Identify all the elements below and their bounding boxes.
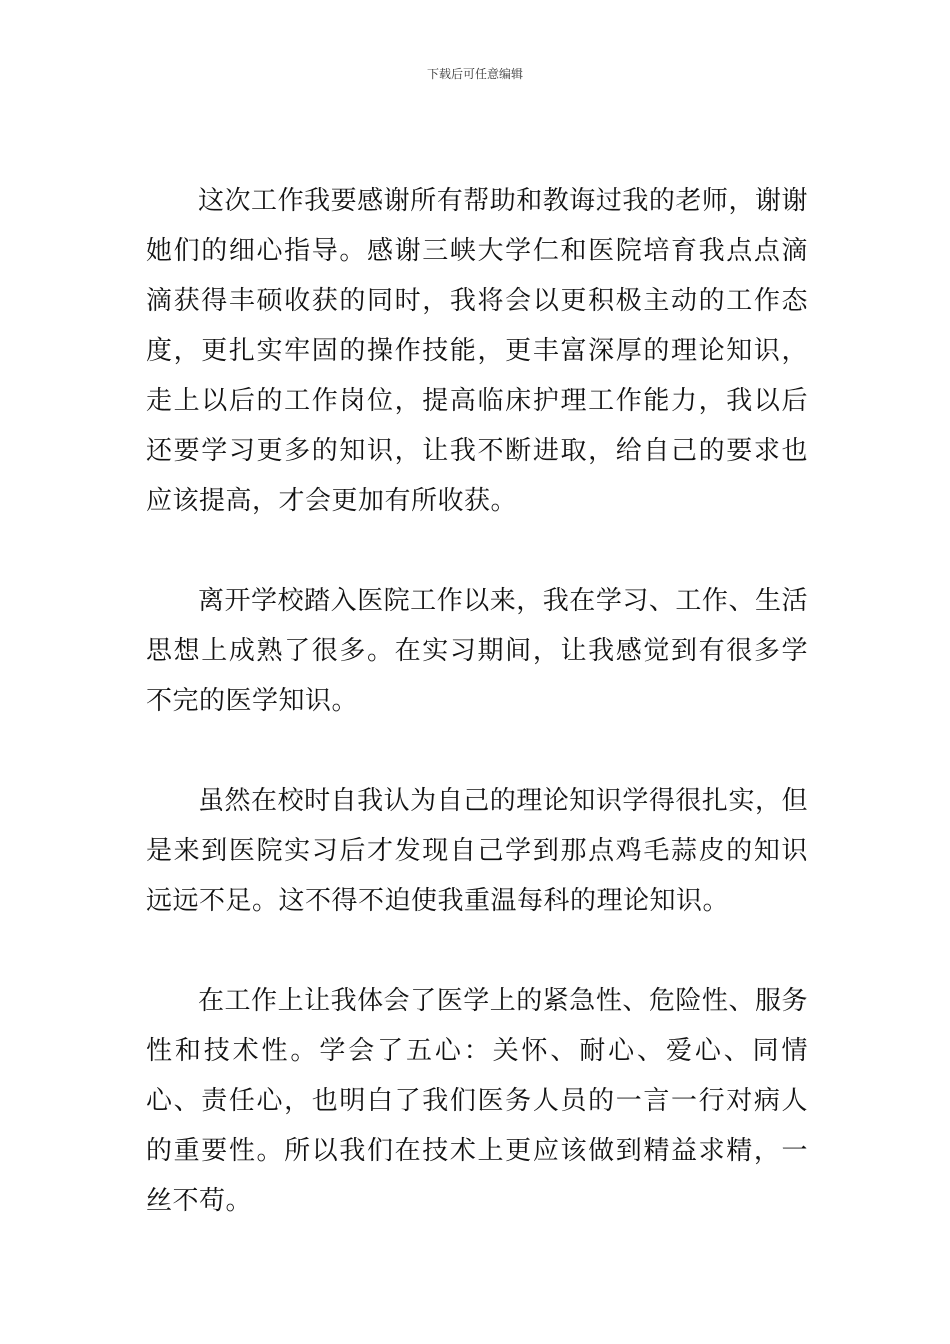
- paragraph-1: 这次工作我要感谢所有帮助和教诲过我的老师，谢谢她们的细心指导。感谢三峡大学仁和医院培育我点点滴滴获得丰硕收获的同时，我将会以更积极主动的工作态度，更扎实牢固的操作技能，更丰富深厚的理论知识，走上以后的工作岗位，提高临床护理工作能力，我以后还要学习更多的知识，让我不断进取，给自己的要求也应该提高，才会更加有所收获。: [146, 186, 808, 516]
- paragraph-4: 在工作上让我体会了医学上的紧急性、危险性、服务性和技术性。学会了五心：关怀、耐心、爱心、同情心、责任心，也明白了我们医务人员的一言一行对病人的重要性。所以我们在技术上更应该做到精益求精，一丝不苟。: [146, 986, 808, 1216]
- page-header: 下载后可任意编辑: [426, 67, 523, 81]
- paragraph-3: 虽然在校时自我认为自己的理论知识学得很扎实，但是来到医院实习后才发现自己学到那点鸡毛蒜皮的知识远远不足。这不得不迫使我重温每科的理论知识。: [146, 786, 808, 916]
- paragraph-2: 离开学校踏入医院工作以来，我在学习、工作、生活思想上成熟了很多。在实习期间，让我感觉到有很多学不完的医学知识。: [146, 586, 808, 716]
- document-body: [146, 176, 808, 1226]
